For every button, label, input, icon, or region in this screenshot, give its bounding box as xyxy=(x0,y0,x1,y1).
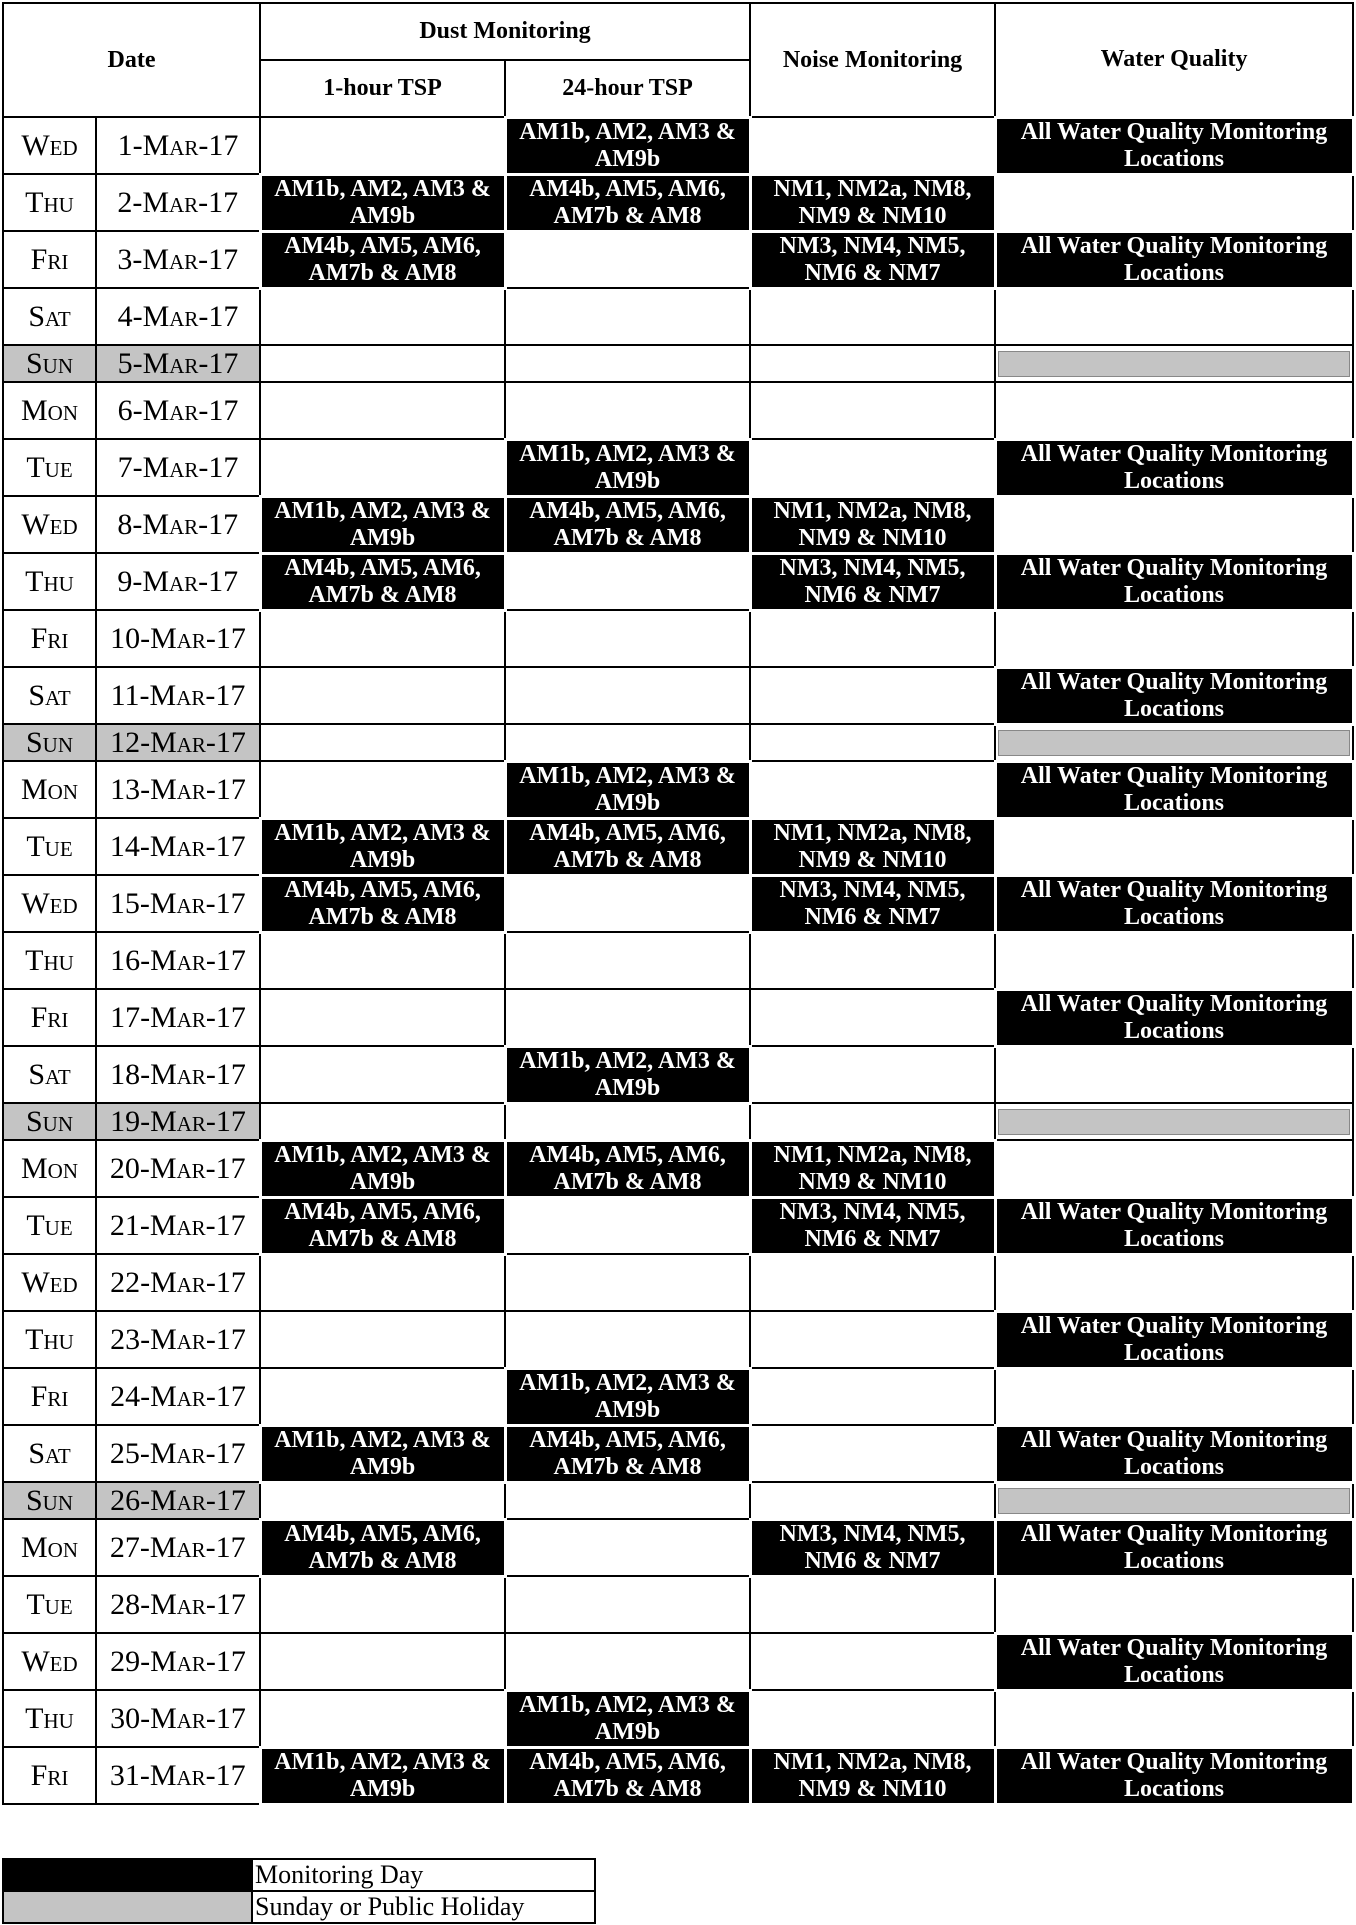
one-hour-tsp-cell xyxy=(260,1254,505,1311)
table-row xyxy=(3,1576,1353,1633)
table-row xyxy=(3,875,1353,932)
holiday-bar xyxy=(998,730,1350,756)
holiday-bar xyxy=(998,1488,1350,1514)
one-hour-tsp-cell xyxy=(260,1368,505,1425)
legend xyxy=(2,1858,596,1924)
day-of-week: Tue xyxy=(3,818,96,875)
table-row xyxy=(3,1633,1353,1690)
water-quality-cell xyxy=(995,1368,1353,1425)
water-quality-cell xyxy=(995,818,1353,875)
one-hour-tsp-cell xyxy=(260,761,505,818)
one-hour-tsp-cell xyxy=(260,288,505,345)
date-cell: 25-Mar-17 xyxy=(96,1425,260,1482)
day-of-week: Wed xyxy=(3,117,96,174)
noise-monitoring-header: Noise Monitoring xyxy=(750,3,995,117)
date-cell: 21-Mar-17 xyxy=(96,1197,260,1254)
noise-cell xyxy=(750,1103,995,1140)
monitoring-schedule-table xyxy=(2,2,1355,1806)
twentyfour-hour-tsp-cell: AM1b, AM2, AM3 & AM9b xyxy=(505,117,750,174)
twentyfour-hour-tsp-cell xyxy=(505,1482,750,1519)
day-of-week: Mon xyxy=(3,1140,96,1197)
water-quality-cell: All Water Quality Monitoring Locations xyxy=(995,667,1353,724)
monitoring-day-swatch xyxy=(3,1859,252,1891)
noise-cell xyxy=(750,1425,995,1482)
twentyfour-hour-tsp-cell xyxy=(505,989,750,1046)
one-hour-tsp-cell xyxy=(260,117,505,174)
noise-cell xyxy=(750,382,995,439)
table-row xyxy=(3,1368,1353,1425)
water-quality-cell: All Water Quality Monitoring Locations xyxy=(995,1519,1353,1576)
twentyfour-hour-tsp-cell xyxy=(505,1576,750,1633)
date-cell: 9-Mar-17 xyxy=(96,553,260,610)
twentyfour-hour-tsp-cell xyxy=(505,610,750,667)
twentyfour-hour-tsp-cell: AM1b, AM2, AM3 & AM9b xyxy=(505,761,750,818)
twentyfour-hour-tsp-cell xyxy=(505,1103,750,1140)
one-hour-tsp-cell xyxy=(260,724,505,761)
day-of-week: Sat xyxy=(3,1425,96,1482)
water-quality-cell xyxy=(995,724,1353,761)
date-cell: 4-Mar-17 xyxy=(96,288,260,345)
one-hour-tsp-cell xyxy=(260,382,505,439)
water-quality-cell: All Water Quality Monitoring Locations xyxy=(995,231,1353,288)
date-cell: 30-Mar-17 xyxy=(96,1690,260,1747)
noise-cell: NM3, NM4, NM5, NM6 & NM7 xyxy=(750,1519,995,1576)
holiday-label: Sunday or Public Holiday xyxy=(252,1891,595,1923)
day-of-week: Thu xyxy=(3,1311,96,1368)
table-row xyxy=(3,1103,1353,1140)
water-quality-cell xyxy=(995,1140,1353,1197)
date-cell: 24-Mar-17 xyxy=(96,1368,260,1425)
day-of-week: Sat xyxy=(3,667,96,724)
date-cell: 13-Mar-17 xyxy=(96,761,260,818)
noise-cell: NM1, NM2a, NM8, NM9 & NM10 xyxy=(750,1140,995,1197)
noise-cell xyxy=(750,1576,995,1633)
one-hour-tsp-cell: AM1b, AM2, AM3 & AM9b xyxy=(260,496,505,553)
one-hour-tsp-cell xyxy=(260,667,505,724)
noise-cell xyxy=(750,1482,995,1519)
twentyfour-hour-tsp-cell: AM4b, AM5, AM6, AM7b & AM8 xyxy=(505,818,750,875)
water-quality-cell xyxy=(995,382,1353,439)
date-cell: 6-Mar-17 xyxy=(96,382,260,439)
table-row xyxy=(3,667,1353,724)
one-hour-tsp-cell: AM1b, AM2, AM3 & AM9b xyxy=(260,818,505,875)
date-cell: 23-Mar-17 xyxy=(96,1311,260,1368)
water-quality-cell: All Water Quality Monitoring Locations xyxy=(995,989,1353,1046)
date-cell: 1-Mar-17 xyxy=(96,117,260,174)
day-of-week: Fri xyxy=(3,989,96,1046)
table-row xyxy=(3,382,1353,439)
holiday-swatch xyxy=(3,1891,252,1923)
one-hour-tsp-cell xyxy=(260,1576,505,1633)
water-quality-cell: All Water Quality Monitoring Locations xyxy=(995,117,1353,174)
date-cell: 19-Mar-17 xyxy=(96,1103,260,1140)
day-of-week: Thu xyxy=(3,1690,96,1747)
noise-cell xyxy=(750,761,995,818)
twentyfour-hour-tsp-cell: AM4b, AM5, AM6, AM7b & AM8 xyxy=(505,1140,750,1197)
day-of-week: Thu xyxy=(3,553,96,610)
noise-cell xyxy=(750,288,995,345)
noise-cell xyxy=(750,1046,995,1103)
twentyfour-hour-tsp-cell xyxy=(505,1519,750,1576)
water-quality-cell xyxy=(995,1576,1353,1633)
table-row xyxy=(3,1197,1353,1254)
noise-cell: NM1, NM2a, NM8, NM9 & NM10 xyxy=(750,496,995,553)
table-row xyxy=(3,1046,1353,1103)
one-hour-tsp-cell: AM4b, AM5, AM6, AM7b & AM8 xyxy=(260,1519,505,1576)
noise-cell xyxy=(750,989,995,1046)
water-quality-cell: All Water Quality Monitoring Locations xyxy=(995,553,1353,610)
twentyfour-hour-tsp-cell: AM1b, AM2, AM3 & AM9b xyxy=(505,1690,750,1747)
date-cell: 12-Mar-17 xyxy=(96,724,260,761)
day-of-week: Tue xyxy=(3,439,96,496)
noise-cell: NM3, NM4, NM5, NM6 & NM7 xyxy=(750,875,995,932)
one-hour-tsp-cell: AM4b, AM5, AM6, AM7b & AM8 xyxy=(260,1197,505,1254)
water-quality-cell: All Water Quality Monitoring Locations xyxy=(995,761,1353,818)
noise-cell: NM1, NM2a, NM8, NM9 & NM10 xyxy=(750,818,995,875)
day-of-week: Mon xyxy=(3,1519,96,1576)
day-of-week: Fri xyxy=(3,1747,96,1804)
noise-cell: NM3, NM4, NM5, NM6 & NM7 xyxy=(750,231,995,288)
table-row xyxy=(3,1482,1353,1519)
noise-cell xyxy=(750,1311,995,1368)
noise-cell xyxy=(750,667,995,724)
twentyfour-hour-tsp-cell xyxy=(505,724,750,761)
noise-cell xyxy=(750,439,995,496)
table-row xyxy=(3,117,1353,174)
date-cell: 7-Mar-17 xyxy=(96,439,260,496)
date-cell: 15-Mar-17 xyxy=(96,875,260,932)
holiday-bar xyxy=(998,351,1350,377)
one-hour-tsp-cell: AM4b, AM5, AM6, AM7b & AM8 xyxy=(260,231,505,288)
table-row xyxy=(3,1254,1353,1311)
day-of-week: Sat xyxy=(3,1046,96,1103)
day-of-week: Mon xyxy=(3,382,96,439)
water-quality-cell xyxy=(995,610,1353,667)
one-hour-tsp-cell xyxy=(260,1690,505,1747)
dust-monitoring-header: Dust Monitoring xyxy=(260,3,750,60)
twentyfour-hour-tsp-cell xyxy=(505,875,750,932)
water-quality-cell: All Water Quality Monitoring Locations xyxy=(995,1633,1353,1690)
monitoring-day-label: Monitoring Day xyxy=(252,1859,595,1891)
noise-cell xyxy=(750,1690,995,1747)
table-row xyxy=(3,1425,1353,1482)
twentyfour-hour-tsp-cell xyxy=(505,382,750,439)
water-quality-cell: All Water Quality Monitoring Locations xyxy=(995,1311,1353,1368)
table-row xyxy=(3,1140,1353,1197)
date-cell: 8-Mar-17 xyxy=(96,496,260,553)
water-quality-cell xyxy=(995,1482,1353,1519)
water-quality-cell: All Water Quality Monitoring Locations xyxy=(995,439,1353,496)
date-cell: 2-Mar-17 xyxy=(96,174,260,231)
day-of-week: Sat xyxy=(3,288,96,345)
twentyfour-hour-tsp-cell: AM1b, AM2, AM3 & AM9b xyxy=(505,1046,750,1103)
noise-cell xyxy=(750,610,995,667)
water-quality-cell xyxy=(995,932,1353,989)
twentyfour-hour-tsp-cell: AM1b, AM2, AM3 & AM9b xyxy=(505,439,750,496)
noise-cell xyxy=(750,1254,995,1311)
table-row xyxy=(3,761,1353,818)
noise-cell xyxy=(750,1368,995,1425)
day-of-week: Sun xyxy=(3,1482,96,1519)
day-of-week: Sun xyxy=(3,1103,96,1140)
noise-cell xyxy=(750,117,995,174)
twentyfour-hour-tsp-cell xyxy=(505,667,750,724)
twentyfour-hour-tsp-cell: AM1b, AM2, AM3 & AM9b xyxy=(505,1368,750,1425)
date-cell: 18-Mar-17 xyxy=(96,1046,260,1103)
water-quality-cell xyxy=(995,1690,1353,1747)
table-header xyxy=(3,3,1353,117)
day-of-week: Fri xyxy=(3,1368,96,1425)
one-hour-tsp-header: 1-hour TSP xyxy=(260,60,505,117)
date-cell: 31-Mar-17 xyxy=(96,1747,260,1804)
twentyfour-hour-tsp-cell xyxy=(505,1311,750,1368)
table-row xyxy=(3,496,1353,553)
twentyfour-hour-tsp-cell xyxy=(505,1197,750,1254)
water-quality-cell xyxy=(995,174,1353,231)
one-hour-tsp-cell xyxy=(260,989,505,1046)
day-of-week: Thu xyxy=(3,174,96,231)
date-header: Date xyxy=(3,3,260,117)
day-of-week: Thu xyxy=(3,932,96,989)
water-quality-cell: All Water Quality Monitoring Locations xyxy=(995,1747,1353,1804)
table-row xyxy=(3,724,1353,761)
table-row xyxy=(3,345,1353,382)
one-hour-tsp-cell: AM1b, AM2, AM3 & AM9b xyxy=(260,174,505,231)
one-hour-tsp-cell xyxy=(260,439,505,496)
table-row xyxy=(3,553,1353,610)
table-row xyxy=(3,1690,1353,1747)
table-row xyxy=(3,1747,1353,1804)
date-cell: 3-Mar-17 xyxy=(96,231,260,288)
noise-cell: NM1, NM2a, NM8, NM9 & NM10 xyxy=(750,174,995,231)
one-hour-tsp-cell xyxy=(260,610,505,667)
noise-cell xyxy=(750,932,995,989)
day-of-week: Fri xyxy=(3,610,96,667)
water-quality-cell xyxy=(995,1103,1353,1140)
date-cell: 16-Mar-17 xyxy=(96,932,260,989)
water-quality-cell xyxy=(995,288,1353,345)
date-cell: 22-Mar-17 xyxy=(96,1254,260,1311)
day-of-week: Fri xyxy=(3,231,96,288)
one-hour-tsp-cell xyxy=(260,932,505,989)
one-hour-tsp-cell: AM1b, AM2, AM3 & AM9b xyxy=(260,1747,505,1804)
one-hour-tsp-cell: AM1b, AM2, AM3 & AM9b xyxy=(260,1140,505,1197)
water-quality-cell xyxy=(995,1254,1353,1311)
date-cell: 10-Mar-17 xyxy=(96,610,260,667)
date-cell: 20-Mar-17 xyxy=(96,1140,260,1197)
twentyfour-hour-tsp-cell xyxy=(505,1254,750,1311)
day-of-week: Wed xyxy=(3,1633,96,1690)
water-quality-cell xyxy=(995,1046,1353,1103)
table-row xyxy=(3,231,1353,288)
twentyfour-hour-tsp-cell xyxy=(505,231,750,288)
twentyfour-hour-tsp-cell xyxy=(505,1633,750,1690)
table-row xyxy=(3,288,1353,345)
one-hour-tsp-cell xyxy=(260,1103,505,1140)
table-row xyxy=(3,174,1353,231)
day-of-week: Sun xyxy=(3,345,96,382)
date-cell: 26-Mar-17 xyxy=(96,1482,260,1519)
water-quality-cell xyxy=(995,345,1353,382)
twentyfour-hour-tsp-cell xyxy=(505,932,750,989)
twentyfour-hour-tsp-cell xyxy=(505,345,750,382)
noise-cell xyxy=(750,724,995,761)
noise-cell: NM1, NM2a, NM8, NM9 & NM10 xyxy=(750,1747,995,1804)
twentyfour-hour-tsp-cell: AM4b, AM5, AM6, AM7b & AM8 xyxy=(505,174,750,231)
date-cell: 27-Mar-17 xyxy=(96,1519,260,1576)
twentyfour-hour-tsp-cell xyxy=(505,288,750,345)
table-row xyxy=(3,1311,1353,1368)
day-of-week: Sun xyxy=(3,724,96,761)
date-cell: 17-Mar-17 xyxy=(96,989,260,1046)
noise-cell xyxy=(750,345,995,382)
noise-cell: NM3, NM4, NM5, NM6 & NM7 xyxy=(750,553,995,610)
one-hour-tsp-cell xyxy=(260,1311,505,1368)
day-of-week: Tue xyxy=(3,1576,96,1633)
twentyfour-hour-tsp-cell: AM4b, AM5, AM6, AM7b & AM8 xyxy=(505,1425,750,1482)
date-cell: 29-Mar-17 xyxy=(96,1633,260,1690)
one-hour-tsp-cell xyxy=(260,1482,505,1519)
table-row xyxy=(3,1519,1353,1576)
day-of-week: Wed xyxy=(3,875,96,932)
twentyfour-hour-tsp-cell xyxy=(505,553,750,610)
twentyfour-hour-tsp-cell: AM4b, AM5, AM6, AM7b & AM8 xyxy=(505,1747,750,1804)
date-cell: 28-Mar-17 xyxy=(96,1576,260,1633)
one-hour-tsp-cell: AM4b, AM5, AM6, AM7b & AM8 xyxy=(260,875,505,932)
date-cell: 11-Mar-17 xyxy=(96,667,260,724)
table-row xyxy=(3,818,1353,875)
water-quality-header: Water Quality xyxy=(995,3,1353,117)
twentyfour-hour-tsp-header: 24-hour TSP xyxy=(505,60,750,117)
day-of-week: Tue xyxy=(3,1197,96,1254)
day-of-week: Wed xyxy=(3,1254,96,1311)
water-quality-cell xyxy=(995,496,1353,553)
day-of-week: Wed xyxy=(3,496,96,553)
one-hour-tsp-cell xyxy=(260,1046,505,1103)
day-of-week: Mon xyxy=(3,761,96,818)
schedule-body xyxy=(3,117,1353,1804)
date-cell: 14-Mar-17 xyxy=(96,818,260,875)
table-row xyxy=(3,439,1353,496)
table-row xyxy=(3,610,1353,667)
one-hour-tsp-cell: AM1b, AM2, AM3 & AM9b xyxy=(260,1425,505,1482)
water-quality-cell: All Water Quality Monitoring Locations xyxy=(995,1425,1353,1482)
table-row xyxy=(3,932,1353,989)
water-quality-cell: All Water Quality Monitoring Locations xyxy=(995,1197,1353,1254)
table-row xyxy=(3,989,1353,1046)
water-quality-cell: All Water Quality Monitoring Locations xyxy=(995,875,1353,932)
noise-cell xyxy=(750,1633,995,1690)
one-hour-tsp-cell xyxy=(260,1633,505,1690)
one-hour-tsp-cell xyxy=(260,345,505,382)
holiday-bar xyxy=(998,1109,1350,1135)
noise-cell: NM3, NM4, NM5, NM6 & NM7 xyxy=(750,1197,995,1254)
one-hour-tsp-cell: AM4b, AM5, AM6, AM7b & AM8 xyxy=(260,553,505,610)
twentyfour-hour-tsp-cell: AM4b, AM5, AM6, AM7b & AM8 xyxy=(505,496,750,553)
date-cell: 5-Mar-17 xyxy=(96,345,260,382)
